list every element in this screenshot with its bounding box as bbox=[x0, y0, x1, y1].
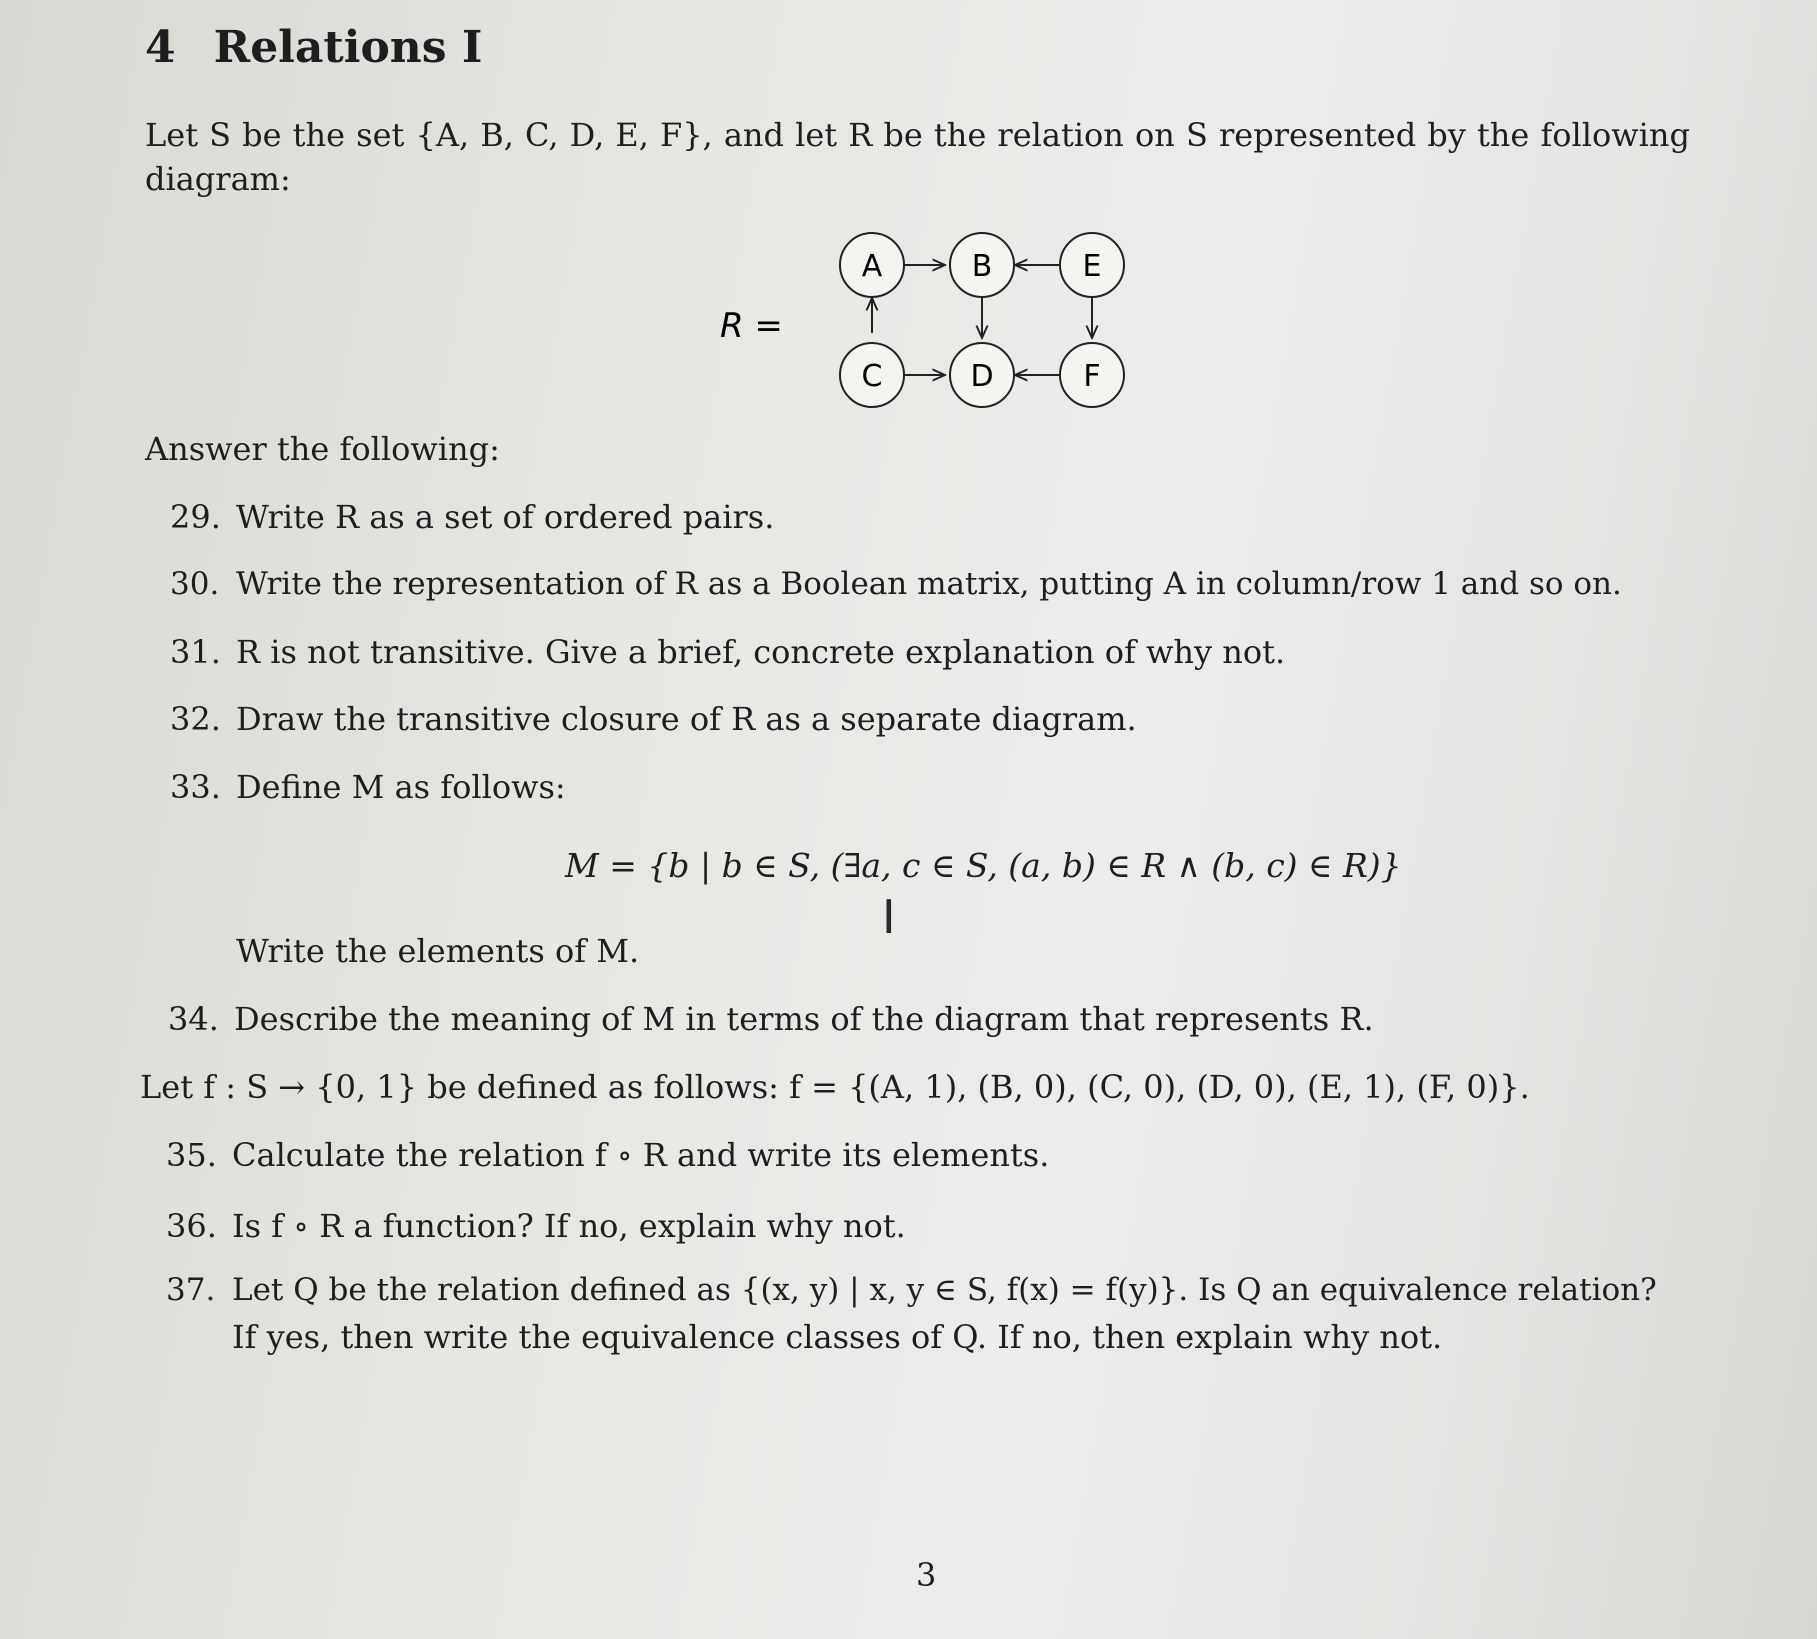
question-37-continuation: If yes, then write the equivalence classes of Q. If no, then explain why not. bbox=[232, 1318, 1443, 1356]
node-c bbox=[840, 343, 904, 407]
node-c-label: C bbox=[861, 359, 883, 394]
question-text: R is not transitive. Give a brief, concrete explanation of why not. bbox=[236, 633, 1286, 671]
node-e bbox=[1060, 233, 1124, 297]
node-b-label: B bbox=[971, 249, 993, 284]
question-number: 34. bbox=[168, 1000, 219, 1038]
diagram-label: R = bbox=[720, 306, 783, 346]
question-text: Write the representation of R as a Boolean matrix, putting A in column/row 1 and so on. bbox=[236, 566, 1622, 602]
question-31 bbox=[170, 633, 1285, 671]
question-number: 37. bbox=[166, 1272, 216, 1308]
node-a bbox=[840, 233, 904, 297]
question-number: 35. bbox=[166, 1136, 217, 1174]
question-text: Write R as a set of ordered pairs. bbox=[236, 498, 775, 536]
m-formula: M = {b | b ∈ S, (∃a, c ∈ S, (a, b) ∈ R ∧ (b, c) ∈ R)} bbox=[565, 846, 1402, 885]
question-text: Describe the meaning of M in terms of the diagram that represents R. bbox=[234, 1000, 1374, 1038]
section-title: Relations I bbox=[213, 22, 483, 73]
node-d-label: D bbox=[970, 359, 994, 394]
write-m-instruction: Write the elements of M. bbox=[236, 932, 640, 970]
question-text: Draw the transitive closure of R as a separate diagram. bbox=[236, 700, 1137, 738]
question-number: 36. bbox=[166, 1207, 217, 1245]
question-text: Calculate the relation f ∘ R and write its elements. bbox=[232, 1136, 1050, 1174]
question-number: 30. bbox=[170, 566, 220, 602]
relation-diagram bbox=[720, 225, 1140, 429]
text-cursor-icon: I bbox=[882, 890, 896, 944]
question-text: Let Q be the relation defined as {(x, y) | x, y ∈ S, f(x) = f(y)}. Is Q an equivalence relation? bbox=[232, 1272, 1657, 1308]
question-number: 32. bbox=[170, 700, 221, 738]
question-text: Is f ∘ R a function? If no, explain why not. bbox=[232, 1207, 906, 1245]
node-a-label: A bbox=[861, 249, 883, 284]
node-f bbox=[1060, 343, 1124, 407]
question-37 bbox=[166, 1272, 1657, 1308]
question-34 bbox=[168, 1000, 1374, 1038]
f-definition: Let f : S → {0, 1} be defined as follows: f = {(A, 1), (B, 0), (C, 0), (D, 0), (E, 1), (F, 0)}. bbox=[140, 1068, 1530, 1106]
question-35 bbox=[166, 1136, 1049, 1174]
question-text: Define M as follows: bbox=[236, 768, 566, 806]
question-36 bbox=[166, 1207, 906, 1245]
node-d bbox=[950, 343, 1014, 407]
section-number: 4 bbox=[145, 22, 176, 73]
question-33 bbox=[170, 768, 566, 806]
question-29 bbox=[170, 498, 774, 536]
page-number: 3 bbox=[916, 1556, 937, 1594]
question-32 bbox=[170, 700, 1137, 738]
relation-diagram-svg bbox=[720, 225, 1140, 425]
node-e-label: E bbox=[1082, 249, 1102, 284]
section-heading bbox=[145, 22, 482, 73]
question-number: 31. bbox=[170, 633, 221, 671]
question-30 bbox=[170, 566, 1622, 602]
question-number: 33. bbox=[170, 768, 221, 806]
intro-paragraph: Let S be the set {A, B, C, D, E, F}, and let R be the relation on S represented by the following diagram: bbox=[145, 116, 1690, 198]
node-f-label: F bbox=[1083, 359, 1101, 394]
answer-lead: Answer the following: bbox=[145, 430, 500, 468]
question-number: 29. bbox=[170, 498, 221, 536]
node-b bbox=[950, 233, 1014, 297]
